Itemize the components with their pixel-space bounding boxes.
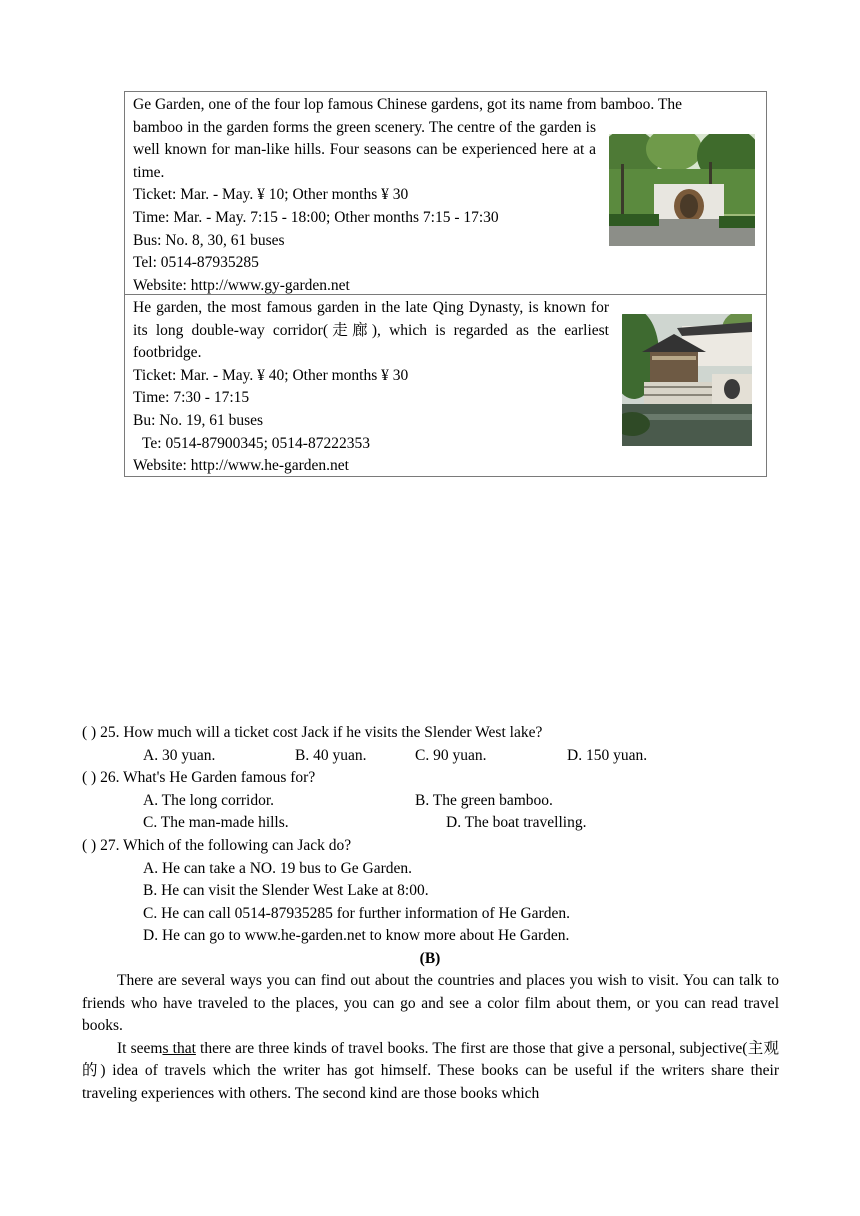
q26-option-a: A. The long corridor. [143,791,275,809]
ge-garden-ticket: Ticket: Mar. - May. ¥ 10; Other months ¥ 30 [133,186,409,204]
question-27-option-d-line [82,925,782,948]
q25-option-c: C. 90 yuan. [415,746,487,764]
question-25-stem: ( ) 25. How much will a ticket cost Jack if he visits the Slender West lake? [82,724,543,741]
q25-option-d: D. 150 yuan. [567,746,648,764]
question-27-stem: ( ) 27. Which of the following can Jack do? [82,836,352,854]
q27-option-c: C. He can call 0514-87935285 for further information of He Garden. [143,904,570,922]
q26-option-c: C. The man-made hills. [143,814,289,832]
section-b-passage [82,970,779,1106]
question-26-stem: ( ) 26. What's He Garden famous for? [82,769,316,787]
para2-start: It seem [117,1039,163,1057]
gardens-table [124,91,767,477]
questions [82,722,782,948]
ge-garden-tel: Tel: 0514-87935285 [133,254,259,272]
he-garden-website: Website: http://www.he-garden.net [133,457,349,475]
ge-garden-desc-line1: Ge Garden, one of the four lop famous Chinese gardens, got its name from bamboo. The [133,96,682,113]
he-garden-desc: He garden, the most famous garden in the late Qing Dynasty, is known for its long double-way corridor(走廊), which is regarded as the earliest footbridge. [133,299,609,362]
passage-paragraph-1: There are several ways you can find out about the countries and places you wish to visit. You can talk to friends who have traveled to the places, you can go and see a color film about them, or you can read travel books. [82,972,779,1035]
he-garden-tel: Te: 0514-87900345; 0514-87222353 [142,434,370,452]
question-26-options-row2 [82,812,782,835]
he-garden-bus: Bu: No. 19, 61 buses [133,411,264,429]
ge-garden-cell [125,92,766,294]
question-26-options-row1 [82,790,782,813]
question-25-options [82,745,782,768]
ge-garden-photo [609,134,755,246]
q26-option-d: D. The boat travelling. [446,814,587,832]
he-garden-ticket: Ticket: Mar. - May. ¥ 40; Other months ¥ 30 [133,366,409,384]
para2-underlined: s that [162,1039,196,1057]
ge-garden-bus: Bus: No. 8, 30, 61 buses [133,231,285,249]
question-27-option-b-line [82,880,782,903]
q27-option-b: B. He can visit the Slender West Lake at 8:00. [143,882,429,900]
q26-option-b: B. The green bamboo. [415,791,553,809]
q25-option-a: A. 30 yuan. [143,746,216,764]
question-27 [82,835,782,858]
q27-option-a: A. He can take a NO. 19 bus to Ge Garden. [143,859,413,877]
he-garden-cell [125,294,766,476]
ge-garden-website: Website: http://www.gy-garden.net [133,276,350,294]
q25-option-b: B. 40 yuan. [295,746,367,764]
ge-garden-time: Time: Mar. - May. 7:15 - 18:00; Other months 7:15 - 17:30 [133,208,499,226]
he-garden-photo [622,314,752,446]
question-27-option-a-line [82,858,782,881]
section-b-heading: (B) [419,950,441,967]
ge-garden-desc: bamboo in the garden forms the green scenery. The centre of the garden is well known for man-like hills. Four seasons can be experienced here at a time. [133,118,596,181]
q27-option-d: D. He can go to www.he-garden.net to know more about He Garden. [143,927,570,945]
passage-paragraph-2 [82,1038,779,1106]
he-garden-time: Time: 7:30 - 17:15 [133,389,250,407]
question-25 [82,722,782,745]
para2-rest: there are three kinds of travel books. The first are those that give a personal, subjective(主观的) idea of travels which the writer has got himself. These books can be useful if the writers share their traveling experiences with others. The second kind are those books which [82,1039,779,1102]
question-27-option-c-line [82,903,782,926]
question-26 [82,767,782,790]
